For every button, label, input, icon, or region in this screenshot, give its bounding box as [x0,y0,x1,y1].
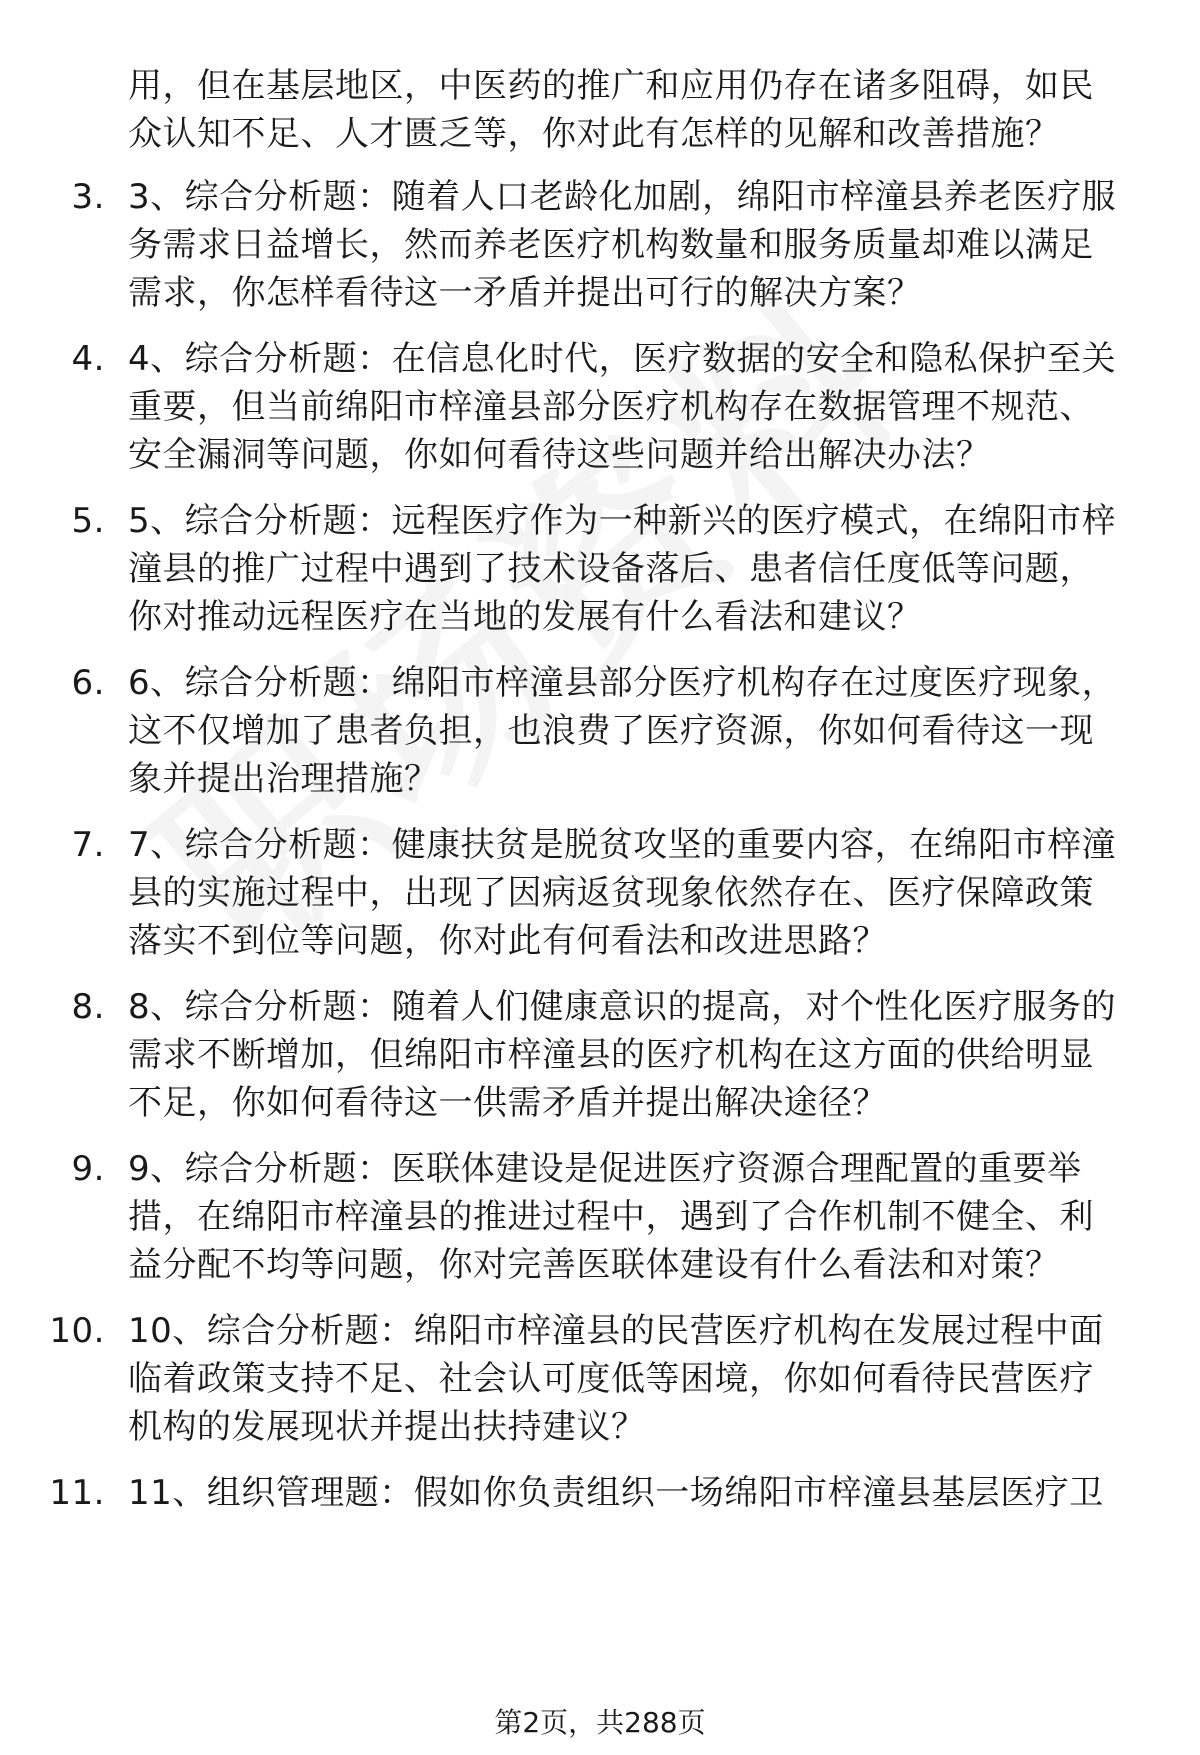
list-item-number: 5. [71,501,105,541]
text-line: 不足，你如何看待这一供需矛盾并提出解决途径？ [128,1083,887,1123]
list-item-number: 9. [71,1149,105,1189]
text-line: 3、综合分析题：随着人口老龄化加剧，绵阳市梓潼县养老医疗服 [128,177,1117,217]
list-item-number: 10. [49,1311,105,1351]
text-line: 5、综合分析题：远程医疗作为一种新兴的医疗模式，在绵阳市梓 [128,501,1117,541]
list-item-text [128,1469,1158,1517]
text-line: 县的实施过程中，出现了因病返贫现象依然存在、医疗保障政策 [128,873,1094,913]
page-footer: 第2页，共288页 [494,1706,706,1739]
list-item-text [128,659,1158,803]
list-item-number: 4. [71,339,105,379]
list-item-number: 3. [71,177,105,217]
text-line: 这不仅增加了患者负担，也浪费了医疗资源，你如何看待这一现 [128,711,1094,751]
text-line: 临着政策支持不足、社会认可度低等困境，你如何看待民营医疗 [128,1359,1094,1399]
text-line: 象并提出治理措施？ [128,759,439,799]
text-line: 用，但在基层地区，中医药的推广和应用仍存在诸多阻碍，如民 [128,66,1094,106]
list-item-number: 6. [71,663,105,703]
text-line: 11、组织管理题：假如你负责组织一场绵阳市梓潼县基层医疗卫 [128,1473,1104,1513]
text-line: 9、综合分析题：医联体建设是促进医疗资源合理配置的重要举 [128,1149,1082,1189]
intro-paragraph [128,62,1158,158]
list-item-text [128,1307,1158,1451]
text-line: 众认知不足、人才匮乏等，你对此有怎样的见解和改善措施？ [128,114,1060,154]
list-item-text [128,335,1158,479]
text-line: 潼县的推广过程中遇到了技术设备落后、患者信任度低等问题， [128,549,1094,589]
text-line: 务需求日益增长，然而养老医疗机构数量和服务质量却难以满足 [128,225,1094,265]
text-line: 需求，你怎样看待这一矛盾并提出可行的解决方案？ [128,273,922,313]
text-line: 益分配不均等问题，你对完善医联体建设有什么看法和对策？ [128,1245,1060,1285]
list-item-text [128,821,1158,965]
list-item-number: 11. [49,1473,105,1513]
text-line: 10、综合分析题：绵阳市梓潼县的民营医疗机构在发展过程中面 [128,1311,1104,1351]
list-item-number: 7. [71,825,105,865]
text-line: 8、综合分析题：随着人们健康意识的提高，对个性化医疗服务的 [128,987,1117,1027]
text-line: 你对推动远程医疗在当地的发展有什么看法和建议？ [128,597,922,637]
text-line: 6、综合分析题：绵阳市梓潼县部分医疗机构存在过度医疗现象， [128,663,1117,703]
list-item-text [128,983,1158,1127]
list-item-text [128,497,1158,641]
text-line: 需求不断增加，但绵阳市梓潼县的医疗机构在这方面的供给明显 [128,1035,1094,1075]
list-item-text [128,1145,1158,1289]
text-line: 安全漏洞等问题，你如何看待这些问题并给出解决办法？ [128,435,991,475]
list-item-text [128,173,1158,317]
text-line: 落实不到位等问题，你对此有何看法和改进思路？ [128,921,887,961]
text-line: 7、综合分析题：健康扶贫是脱贫攻坚的重要内容，在绵阳市梓潼 [128,825,1117,865]
list-item-number: 8. [71,987,105,1027]
text-line: 4、综合分析题：在信息化时代，医疗数据的安全和隐私保护至关 [128,339,1117,379]
text-line: 机构的发展现状并提出扶持建议？ [128,1407,646,1447]
text-line: 措，在绵阳市梓潼县的推进过程中，遇到了合作机制不健全、利 [128,1197,1094,1237]
text-line: 重要，但当前绵阳市梓潼县部分医疗机构存在数据管理不规范、 [128,387,1094,427]
